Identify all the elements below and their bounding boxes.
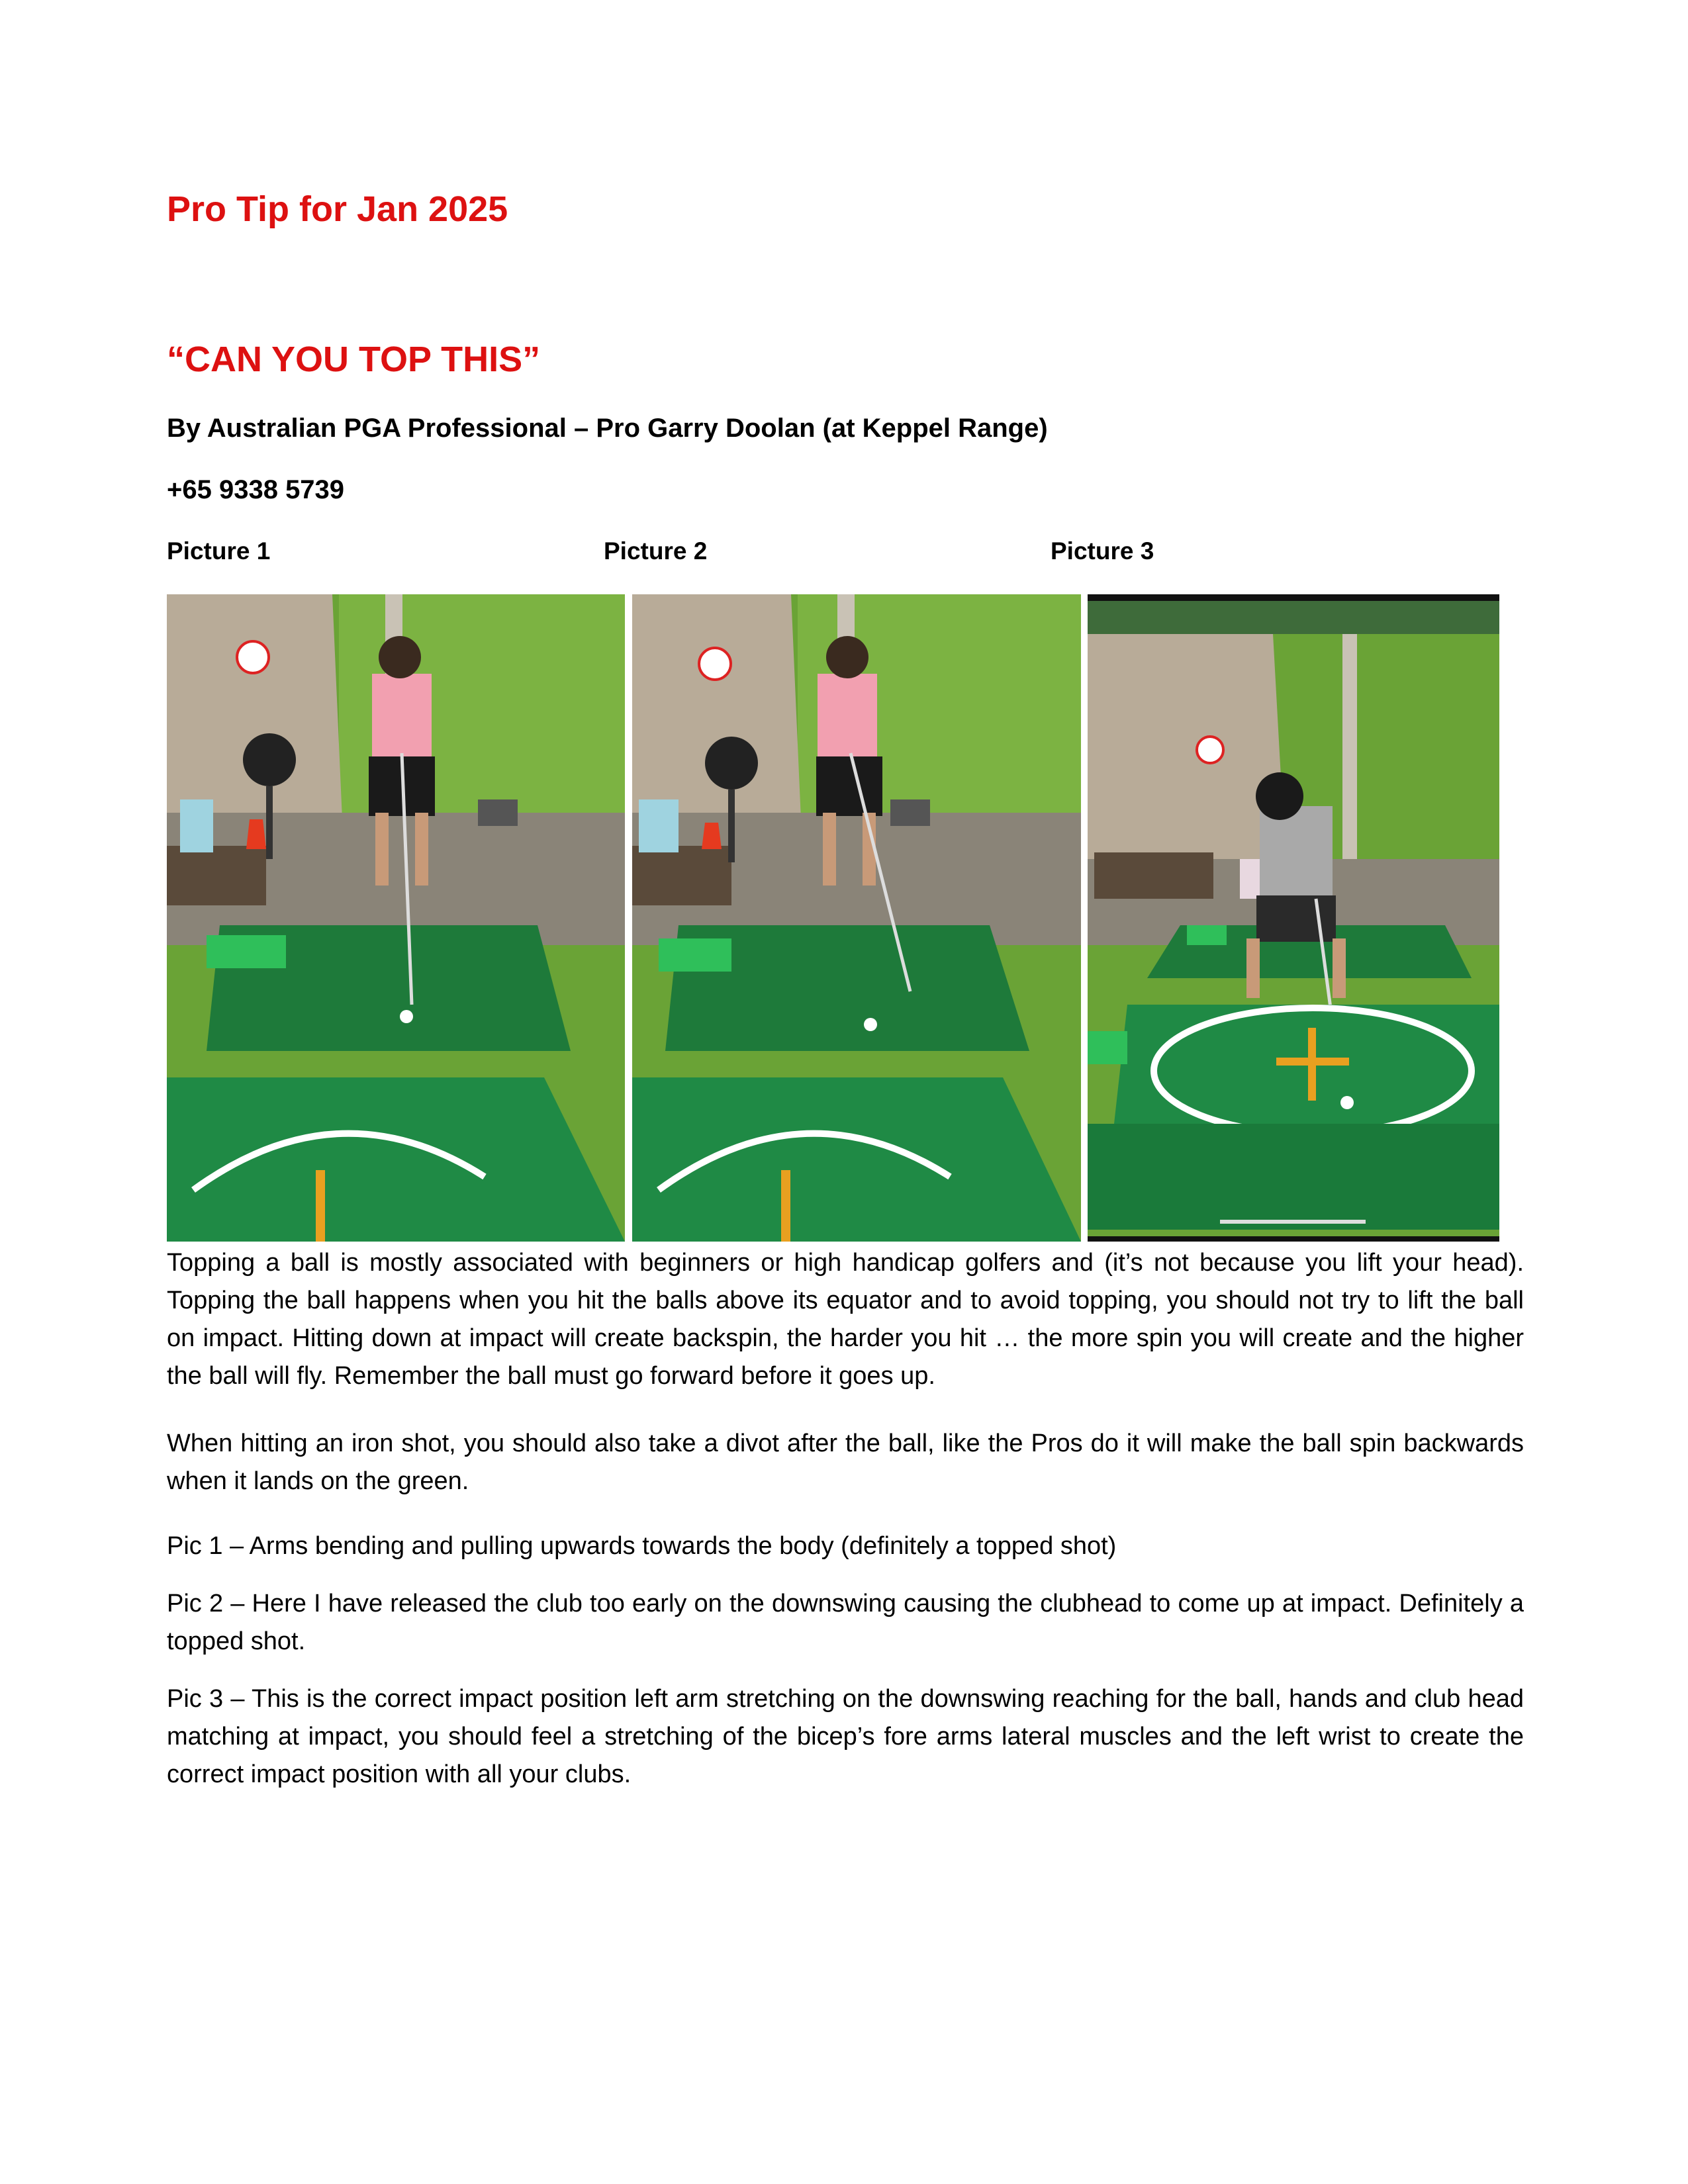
picture-3-photo bbox=[1088, 594, 1499, 1242]
phone-number: +65 9338 5739 bbox=[167, 475, 345, 504]
picture-1-photo bbox=[167, 594, 625, 1242]
paragraph-pic-3: Pic 3 – This is the correct impact position left arm stretching on the downswing reaching for the ball, hands and club head matching at impact, you should feel a stretching of the bicep’s fore arms lateral muscles and the left wrist to create the correct impact position with all your clubs. bbox=[167, 1685, 1524, 1788]
picture-2-photo bbox=[632, 594, 1081, 1242]
paragraph-topping: Topping a ball is mostly associated with beginners or high handicap golfers and (it’s not because you lift your head). Topping the ball happens when you hit the balls above its equator and to avoid topping, you should not try to lift the ball on impact. Hitting down at impact will create backspin, the harder you hit … the more spin you will create and the higher the ball will fly. Remember the ball must go forward before it goes up. bbox=[167, 1249, 1524, 1390]
paragraph-pic-1: Pic 1 – Arms bending and pulling upwards towards the body (definitely a topped shot) bbox=[167, 1532, 1117, 1560]
golfer-setup-image-2 bbox=[632, 594, 1081, 1242]
author-byline: By Australian PGA Professional – Pro Garry Doolan (at Keppel Range) bbox=[167, 414, 1048, 443]
page-title: Pro Tip for Jan 2025 bbox=[167, 189, 508, 229]
paragraph-iron-shot: When hitting an iron shot, you should also take a divot after the ball, like the Pros do it will make the ball spin backwards when it lands on the green. bbox=[167, 1430, 1524, 1495]
picture-1-label: Picture 1 bbox=[167, 537, 271, 565]
picture-3-label: Picture 3 bbox=[1051, 537, 1154, 565]
paragraph-pic-2: Pic 2 – Here I have released the club too early on the downswing causing the clubhead to come up at impact. Definitely a topped shot. bbox=[167, 1590, 1524, 1655]
golfer-impact-image-3 bbox=[1088, 594, 1499, 1242]
article-headline: “CAN YOU TOP THIS” bbox=[167, 340, 541, 379]
picture-2-label: Picture 2 bbox=[604, 537, 708, 565]
golfer-setup-image-1 bbox=[167, 594, 625, 1242]
